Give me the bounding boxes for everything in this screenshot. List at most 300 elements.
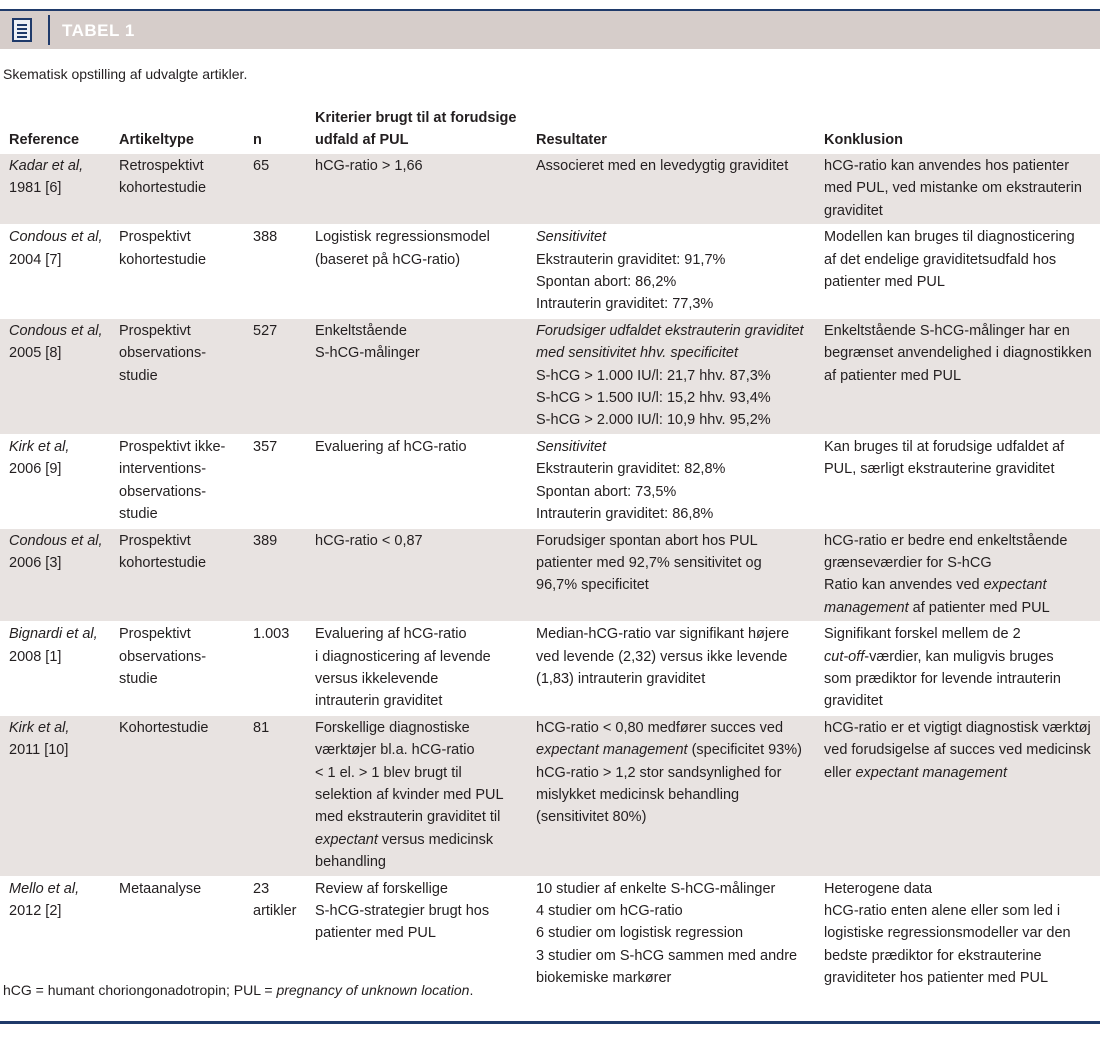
cell-line [315, 646, 523, 668]
text-segment: Spontan abort: 73,5% [536, 483, 677, 500]
cell-line [536, 762, 811, 784]
italic-text: med sensitivitet hhv. specificitet [536, 345, 739, 362]
n-cell [244, 225, 306, 319]
article-type-cell [110, 876, 244, 992]
text-segment: hCG-ratio enten alene eller som led i [824, 903, 1061, 919]
cell-line [536, 668, 811, 690]
cell-line [119, 436, 240, 458]
conclusion-cell [815, 154, 1100, 225]
text-segment: som prædiktor for levende intrauterin [824, 670, 1061, 687]
table-row [0, 318, 1100, 434]
text-segment: 81 [253, 719, 270, 736]
cell-line [253, 717, 302, 739]
table-header-row [0, 106, 1100, 154]
table-caption: Skematisk opstilling af udvalgte artikler. [3, 66, 248, 82]
article-type-cell [110, 154, 244, 225]
n-cell [244, 434, 306, 528]
cell-line [536, 900, 811, 922]
results-cell [527, 154, 815, 225]
cell-line [9, 155, 106, 177]
cell-line [824, 574, 1096, 596]
table-row [0, 434, 1100, 528]
cell-line [536, 271, 811, 293]
text-segment: Kan bruges til at forudsige udfaldet af [824, 438, 1065, 455]
cell-line [315, 739, 523, 761]
text-segment: Intrauterin graviditet: 77,3% [536, 296, 714, 313]
text-segment: Ratio kan anvendes ved [824, 577, 984, 594]
criteria-cell [306, 225, 527, 319]
cell-line [536, 530, 811, 552]
cell-line [536, 806, 811, 828]
cell-line [119, 530, 240, 552]
cell-line [536, 155, 811, 177]
text-segment: Review af forskellige [315, 880, 448, 897]
text-segment: Ekstrauterin graviditet: 82,8% [536, 461, 726, 478]
cell-line [824, 155, 1096, 177]
text-segment: versus ikkelevende [315, 670, 439, 687]
cell-line [119, 503, 240, 525]
results-cell [527, 434, 815, 528]
reference-cell [0, 715, 110, 876]
italic-text: management [824, 599, 909, 616]
text-segment: 2005 [8] [9, 345, 62, 362]
text-segment: artikler [253, 903, 297, 919]
article-type-cell [110, 434, 244, 528]
cell-line [315, 806, 523, 828]
cell-line [119, 155, 240, 177]
cell-line [315, 851, 523, 873]
cell-line [536, 436, 811, 458]
cell-line [536, 320, 811, 342]
cell-line [119, 458, 240, 480]
table-row [0, 715, 1100, 876]
cell-line [315, 922, 523, 944]
text-segment: Metaanalyse [119, 880, 202, 897]
italic-text: Kirk et al, [9, 719, 70, 736]
table-row [0, 154, 1100, 225]
cell-line [253, 623, 302, 645]
text-segment: Logistisk regressionsmodel [315, 229, 490, 246]
cell-line [253, 530, 302, 552]
text-segment: hCG-ratio er bedre end enkeltstående [824, 532, 1068, 549]
text-segment: (1,83) intrauterin graviditet [536, 670, 706, 687]
cell-line [9, 717, 106, 739]
text-segment: S-hCG-målinger [315, 345, 420, 362]
col-header-article-type: Artikeltype [119, 132, 194, 148]
text-segment: kohortestudie [119, 180, 207, 197]
italic-text: expectant [983, 577, 1047, 594]
cell-line [9, 342, 106, 364]
cell-line [536, 503, 811, 525]
results-cell [527, 715, 815, 876]
cell-line [536, 226, 811, 248]
text-segment: kohortestudie [119, 554, 207, 571]
text-segment: af patienter med PUL [908, 599, 1050, 616]
text-segment: Signifikant forskel mellem de 2 [824, 626, 1021, 643]
text-segment: S-hCG > 2.000 IU/l: 10,9 hhv. 95,2% [536, 412, 771, 429]
article-type-cell [110, 715, 244, 876]
cell-line [315, 829, 523, 851]
col-header-criteria: Kriterier brugt til at forudsige udfald af PUL [315, 110, 517, 148]
cell-line [9, 530, 106, 552]
text-segment: hCG = humant choriongonadotropin; PUL = [3, 982, 277, 998]
text-segment: Spontan abort: 86,2% [536, 274, 677, 291]
text-segment: PUL, særligt ekstrauterine graviditet [824, 461, 1055, 478]
cell-line [9, 458, 106, 480]
conclusion-cell [815, 876, 1100, 992]
cell-line [536, 387, 811, 409]
italic-text: Condous et al, [9, 322, 103, 339]
cell-line [315, 436, 523, 458]
cell-line [9, 249, 106, 271]
cell-line [536, 784, 811, 806]
cell-line [824, 762, 1096, 784]
criteria-cell [306, 715, 527, 876]
text-segment: 2011 [10] [9, 742, 69, 759]
criteria-cell [306, 876, 527, 992]
cell-line [119, 623, 240, 645]
text-segment: af patienter med PUL [824, 367, 962, 384]
cell-line [9, 552, 106, 574]
text-segment: hCG-ratio < 0,87 [315, 532, 423, 549]
text-segment: logistiske regressionsmodeller var den [824, 925, 1071, 942]
cell-line [824, 922, 1096, 944]
cell-line [253, 226, 302, 248]
text-segment: Prospektivt [119, 322, 191, 339]
reference-cell [0, 434, 110, 528]
cell-line [253, 878, 302, 900]
cell-line [9, 320, 106, 342]
text-segment: bedste prædiktor for ekstrauterine [824, 947, 1042, 964]
text-segment: 96,7% specificitet [536, 577, 649, 594]
cell-line [9, 900, 106, 922]
reference-cell [0, 318, 110, 434]
criteria-cell [306, 434, 527, 528]
cell-line [824, 900, 1096, 922]
italic-text: pregnancy of unknown location [276, 982, 470, 998]
article-type-cell [110, 528, 244, 622]
text-segment: Associeret med en levedygtig graviditet [536, 158, 789, 174]
col-header-reference: Reference [9, 132, 80, 148]
table-row [0, 876, 1100, 992]
table-row [0, 622, 1100, 716]
cell-line [824, 623, 1096, 645]
cell-line [824, 226, 1096, 248]
text-segment: hCG-ratio > 1,2 stor sandsynlighed for [536, 764, 782, 781]
text-segment: Modellen kan bruges til diagnosticering [824, 229, 1075, 246]
text-segment: med ekstrauterin graviditet til [315, 809, 501, 826]
cell-line [824, 739, 1096, 761]
cell-line [119, 717, 240, 739]
text-segment: Prospektivt [119, 532, 191, 549]
text-segment: observations- [119, 648, 207, 665]
text-segment: med PUL, ved mistanke om ekstrauterin [824, 180, 1082, 197]
cell-line [536, 922, 811, 944]
text-segment: grænseværdier for S-hCG [824, 554, 992, 571]
reference-cell [0, 154, 110, 225]
text-segment: Evaluering af hCG-ratio [315, 438, 467, 455]
cell-line [315, 717, 523, 739]
cell-line [315, 668, 523, 690]
cell-line [824, 436, 1096, 458]
text-segment: . [469, 982, 474, 998]
text-segment: Retrospektivt [119, 158, 204, 174]
text-segment: 6 studier om logistisk regression [536, 925, 744, 942]
cell-line [315, 342, 523, 364]
cell-line [536, 717, 811, 739]
text-segment: Enkeltstående S-hCG-målinger har en [824, 322, 1070, 339]
cell-line [315, 623, 523, 645]
criteria-cell [306, 154, 527, 225]
text-segment: studie [119, 506, 158, 523]
text-segment: 10 studier af enkelte S-hCG-målinger [536, 880, 776, 897]
text-segment: behandling [315, 854, 386, 871]
text-segment: 2006 [3] [9, 554, 62, 571]
cell-line [253, 155, 302, 177]
cell-line [315, 762, 523, 784]
cell-line [824, 690, 1096, 712]
results-cell [527, 622, 815, 716]
cell-line [9, 739, 106, 761]
cell-line [824, 320, 1096, 342]
italic-text: Bignardi et al, [9, 626, 98, 643]
article-type-cell [110, 225, 244, 319]
text-segment: S-hCG > 1.500 IU/l: 15,2 hhv. 93,4% [536, 390, 771, 407]
conclusion-cell [815, 528, 1100, 622]
italic-text: Kadar et al, [9, 158, 84, 174]
cell-line [824, 342, 1096, 364]
table-row [0, 528, 1100, 622]
italic-text: expectant management [855, 764, 1007, 781]
text-segment: Forudsiger spontan abort hos PUL [536, 532, 758, 549]
header-divider [48, 15, 50, 45]
text-segment: hCG-ratio > 1,66 [315, 158, 423, 174]
cell-line [824, 271, 1096, 293]
cell-line [119, 320, 240, 342]
cell-line [315, 878, 523, 900]
text-segment: 389 [253, 532, 278, 549]
italic-text: cut-off [824, 648, 865, 665]
cell-line [824, 878, 1096, 900]
cell-line [253, 436, 302, 458]
cell-line [9, 226, 106, 248]
cell-line [253, 320, 302, 342]
cell-line [315, 226, 523, 248]
n-cell [244, 528, 306, 622]
text-segment: studie [119, 670, 158, 687]
text-segment: 527 [253, 322, 278, 339]
text-segment: 2008 [1] [9, 648, 62, 665]
footnote [3, 982, 473, 998]
results-cell [527, 318, 815, 434]
col-header-n: n [253, 132, 262, 148]
text-segment: patienter med PUL [315, 925, 436, 942]
reference-cell [0, 225, 110, 319]
conclusion-cell [815, 715, 1100, 876]
text-segment: < 1 el. > 1 blev brugt til [315, 764, 462, 781]
col-header-results: Resultater [536, 132, 607, 148]
text-segment: værktøjer bl.a. hCG-ratio [315, 742, 475, 759]
text-segment: 4 studier om hCG-ratio [536, 903, 683, 919]
cell-line [536, 878, 811, 900]
cell-line [253, 900, 302, 922]
cell-line [9, 646, 106, 668]
text-segment: patienter med 92,7% sensitivitet og [536, 554, 762, 571]
cell-line [536, 945, 811, 967]
text-segment: hCG-ratio < 0,80 medfører succes ved [536, 719, 784, 736]
criteria-cell [306, 622, 527, 716]
cell-line [824, 530, 1096, 552]
cell-line [119, 878, 240, 900]
text-segment: Enkeltstående [315, 322, 407, 339]
n-cell [244, 876, 306, 992]
cell-line [315, 249, 523, 271]
cell-line [119, 481, 240, 503]
text-segment: 357 [253, 438, 278, 455]
cell-line [536, 409, 811, 431]
cell-line [315, 784, 523, 806]
text-segment: 23 [253, 880, 270, 897]
text-segment: eller [824, 764, 856, 781]
cell-line [536, 967, 811, 989]
criteria-cell [306, 528, 527, 622]
reference-cell [0, 622, 110, 716]
italic-text: Sensitivitet [536, 229, 607, 246]
reference-cell [0, 876, 110, 992]
cell-line [536, 249, 811, 271]
document-icon [12, 18, 32, 42]
cell-line [119, 249, 240, 271]
cell-line [824, 177, 1096, 199]
cell-line [315, 690, 523, 712]
text-segment: Kohortestudie [119, 719, 209, 736]
text-segment: intrauterin graviditet [315, 693, 443, 710]
n-cell [244, 318, 306, 434]
text-segment: 2004 [7] [9, 251, 62, 268]
cell-line [824, 945, 1096, 967]
cell-line [119, 552, 240, 574]
cell-line [536, 293, 811, 315]
text-segment: Forskellige diagnostiske [315, 719, 470, 736]
text-segment: 2006 [9] [9, 461, 62, 478]
col-header-conclusion: Konklusion [824, 132, 903, 148]
text-segment: S-hCG-strategier brugt hos [315, 903, 490, 919]
text-segment: Prospektivt [119, 626, 191, 643]
text-segment: i diagnosticering af levende [315, 648, 491, 665]
conclusion-cell [815, 318, 1100, 434]
italic-text: Condous et al, [9, 532, 103, 549]
cell-line [119, 668, 240, 690]
text-segment: graviditeter hos patienter med PUL [824, 970, 1049, 987]
text-segment: S-hCG > 1.000 IU/l: 21,7 hhv. 87,3% [536, 367, 771, 384]
results-cell [527, 876, 815, 992]
conclusion-cell [815, 622, 1100, 716]
text-segment: patienter med PUL [824, 274, 945, 291]
text-segment: begrænset anvendelighed i diagnostikken [824, 345, 1092, 362]
cell-line [119, 365, 240, 387]
text-segment: studie [119, 367, 158, 384]
italic-text: Condous et al, [9, 229, 103, 246]
n-cell [244, 154, 306, 225]
text-segment: (specificitet 93%) [687, 742, 802, 759]
conclusion-cell [815, 225, 1100, 319]
cell-line [536, 481, 811, 503]
text-segment: Evaluering af hCG-ratio [315, 626, 467, 643]
cell-line [824, 200, 1096, 222]
cell-line [536, 739, 811, 761]
text-segment: 1.003 [253, 626, 290, 643]
cell-line [315, 900, 523, 922]
text-segment: Prospektivt [119, 229, 191, 246]
text-segment: -værdier, kan muligvis bruges [864, 648, 1054, 665]
results-cell [527, 225, 815, 319]
text-segment: versus medicinsk [377, 831, 494, 848]
criteria-cell [306, 318, 527, 434]
text-segment: 388 [253, 229, 278, 246]
text-segment: Heterogene data [824, 880, 933, 897]
reference-cell [0, 528, 110, 622]
text-segment: 65 [253, 158, 270, 174]
text-segment: 2012 [2] [9, 903, 62, 919]
text-segment: Ekstrauterin graviditet: 91,7% [536, 251, 726, 268]
bottom-rule [0, 1021, 1100, 1024]
conclusion-cell [815, 434, 1100, 528]
text-segment: Median-hCG-ratio var signifikant højere [536, 626, 790, 643]
cell-line [536, 458, 811, 480]
cell-line [824, 552, 1096, 574]
article-type-cell [110, 622, 244, 716]
cell-line [536, 574, 811, 596]
italic-text: Sensitivitet [536, 438, 607, 455]
cell-line [9, 177, 106, 199]
italic-text: Kirk et al, [9, 438, 70, 455]
text-segment: biokemiske markører [536, 970, 672, 987]
italic-text: Forudsiger udfaldet ekstrauterin graviditet [536, 322, 804, 339]
cell-line [536, 623, 811, 645]
text-segment: 1981 [6] [9, 180, 62, 197]
cell-line [824, 249, 1096, 271]
table-header-band [0, 11, 1100, 49]
text-segment: (baseret på hCG-ratio) [315, 251, 461, 268]
italic-text: Mello et al, [9, 880, 80, 897]
text-segment: (sensitivitet 80%) [536, 809, 647, 826]
cell-line [315, 155, 523, 177]
n-cell [244, 715, 306, 876]
text-segment: ved forudsigelse af succes ved medicinsk [824, 742, 1091, 759]
text-segment: af det endelige graviditetsudfald hos [824, 251, 1057, 268]
cell-line [119, 646, 240, 668]
text-segment: mislykket medicinsk behandling [536, 786, 740, 803]
text-segment: graviditet [824, 202, 883, 219]
cell-line [119, 177, 240, 199]
cell-line [824, 646, 1096, 668]
cell-line [536, 552, 811, 574]
cell-line [536, 365, 811, 387]
text-segment: hCG-ratio er et vigtigt diagnostisk værktøj [824, 719, 1091, 736]
cell-line [9, 436, 106, 458]
cell-line [119, 226, 240, 248]
cell-line [824, 717, 1096, 739]
results-cell [527, 528, 815, 622]
cell-line [9, 878, 106, 900]
cell-line [824, 365, 1096, 387]
cell-line [536, 646, 811, 668]
cell-line [315, 320, 523, 342]
text-segment: graviditet [824, 693, 883, 710]
table-row [0, 225, 1100, 319]
cell-line [119, 342, 240, 364]
cell-line [824, 668, 1096, 690]
